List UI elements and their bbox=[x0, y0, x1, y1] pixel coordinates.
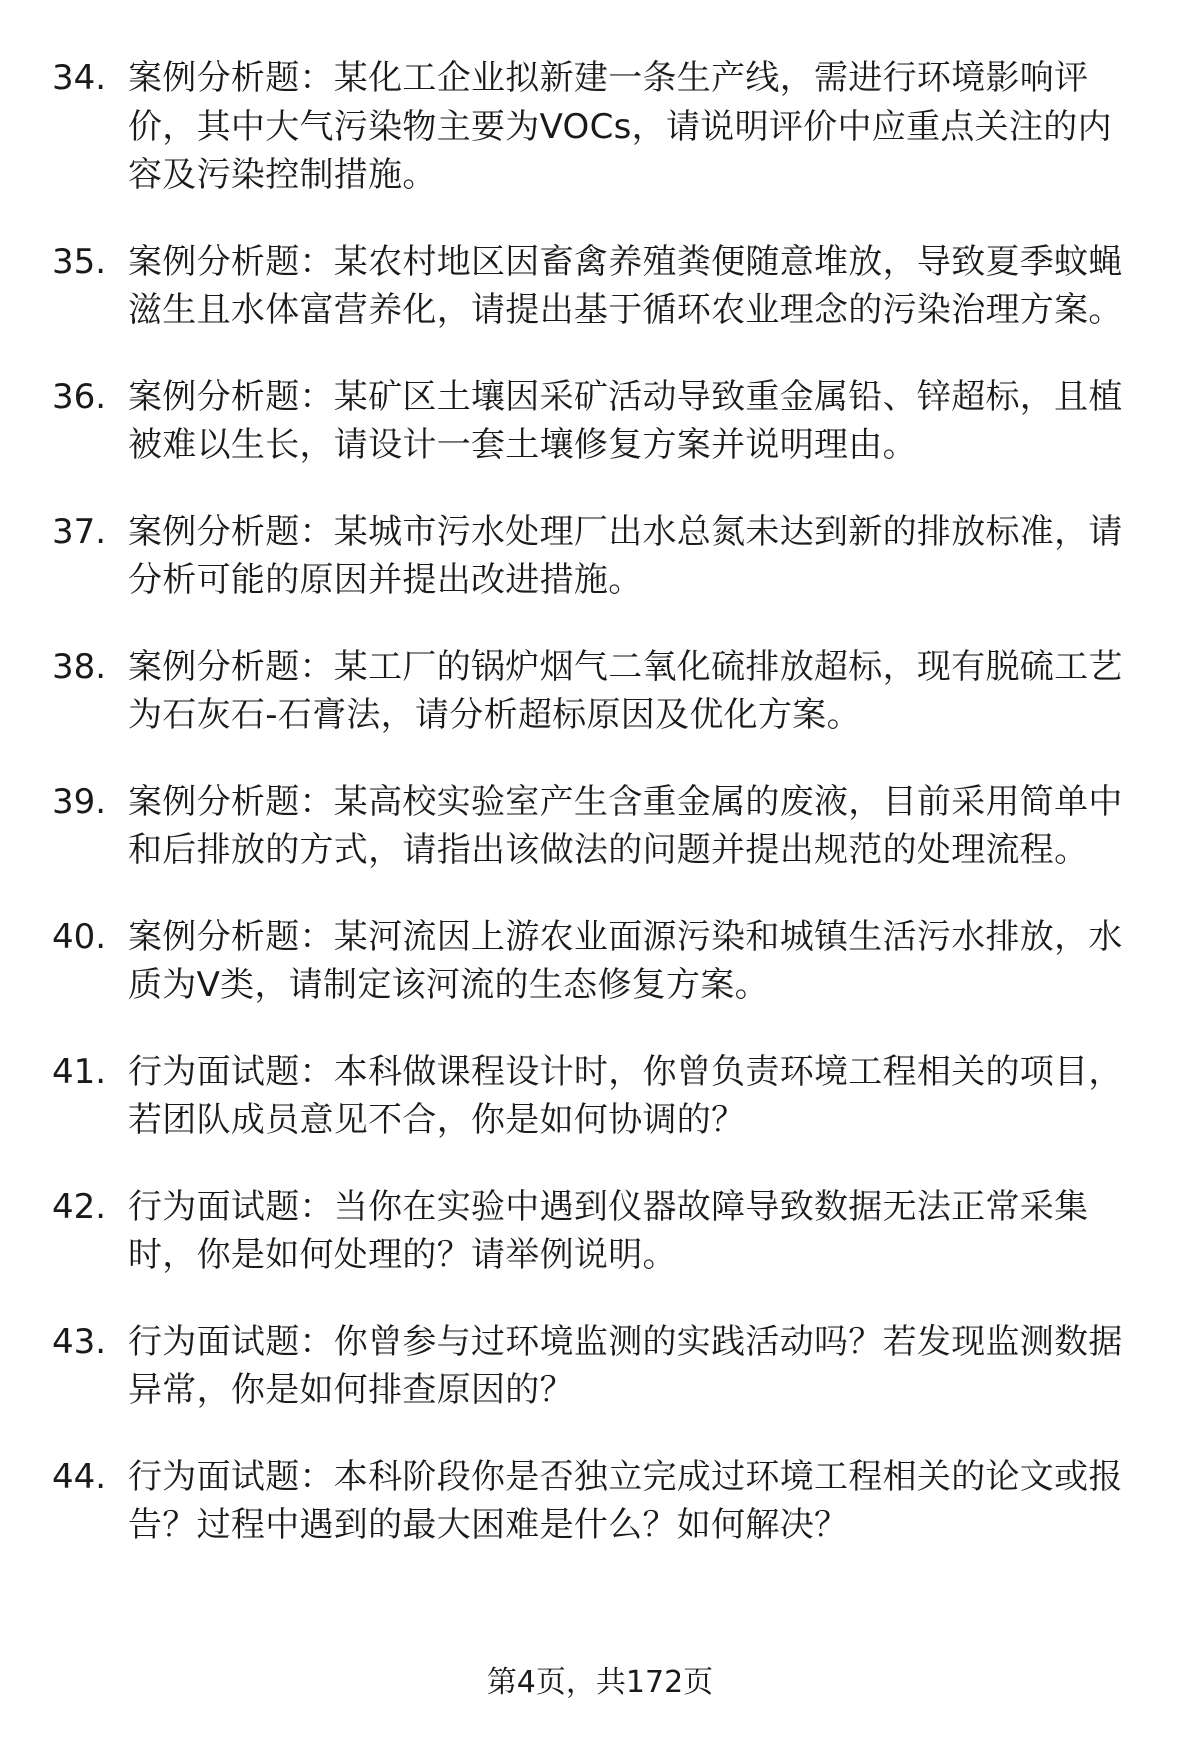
question-number: 40. bbox=[52, 916, 107, 957]
question-item bbox=[0, 1048, 1200, 1145]
question-text: 案例分析题：某河流因上游农业面源污染和城镇生活污水排放，水质为V类，请制定该河流的生态修复方案。 bbox=[128, 916, 1123, 1005]
question-item bbox=[0, 1183, 1200, 1280]
question-text: 行为面试题：你曾参与过环境监测的实践活动吗？若发现监测数据异常，你是如何排查原因的？ bbox=[128, 1321, 1123, 1410]
question-item bbox=[0, 508, 1200, 605]
question-text: 行为面试题：本科做课程设计时，你曾负责环境工程相关的项目，若团队成员意见不合，你是如何协调的？ bbox=[128, 1051, 1123, 1140]
question-item bbox=[0, 373, 1200, 470]
question-text: 案例分析题：某高校实验室产生含重金属的废液，目前采用简单中和后排放的方式，请指出该做法的问题并提出规范的处理流程。 bbox=[128, 781, 1123, 870]
question-item bbox=[0, 778, 1200, 875]
question-item bbox=[0, 54, 1200, 200]
question-text: 案例分析题：某化工企业拟新建一条生产线，需进行环境影响评价，其中大气污染物主要为VOCs，请说明评价中应重点关注的内容及污染控制措施。 bbox=[128, 58, 1112, 195]
question-number: 35. bbox=[52, 241, 107, 282]
question-item bbox=[0, 1318, 1200, 1415]
question-number: 36. bbox=[52, 376, 107, 417]
question-number: 44. bbox=[52, 1456, 107, 1497]
page-footer: 第4页，共172页 bbox=[486, 1665, 714, 1700]
question-text: 案例分析题：某农村地区因畜禽养殖粪便随意堆放，导致夏季蚊蝇滋生且水体富营养化，请提出基于循环农业理念的污染治理方案。 bbox=[128, 241, 1123, 330]
question-list bbox=[0, 54, 1200, 1588]
question-text: 案例分析题：某矿区土壤因采矿活动导致重金属铅、锌超标，且植被难以生长，请设计一套土壤修复方案并说明理由。 bbox=[128, 376, 1123, 465]
question-number: 37. bbox=[52, 511, 107, 552]
question-number: 38. bbox=[52, 646, 107, 687]
question-number: 41. bbox=[52, 1051, 107, 1092]
question-item bbox=[0, 643, 1200, 740]
question-number: 39. bbox=[52, 781, 107, 822]
question-item bbox=[0, 238, 1200, 335]
question-text: 行为面试题：当你在实验中遇到仪器故障导致数据无法正常采集时，你是如何处理的？请举例说明。 bbox=[128, 1186, 1089, 1275]
question-text: 案例分析题：某城市污水处理厂出水总氮未达到新的排放标准，请分析可能的原因并提出改进措施。 bbox=[128, 511, 1123, 600]
question-text: 案例分析题：某工厂的锅炉烟气二氧化硫排放超标，现有脱硫工艺为石灰石-石膏法，请分析超标原因及优化方案。 bbox=[128, 646, 1123, 735]
question-number: 34. bbox=[52, 58, 107, 98]
question-number: 43. bbox=[52, 1321, 107, 1362]
question-item bbox=[0, 913, 1200, 1010]
question-text: 行为面试题：本科阶段你是否独立完成过环境工程相关的论文或报告？过程中遇到的最大困难是什么？如何解决？ bbox=[128, 1456, 1123, 1545]
question-number: 42. bbox=[52, 1186, 107, 1227]
question-item bbox=[0, 1453, 1200, 1550]
